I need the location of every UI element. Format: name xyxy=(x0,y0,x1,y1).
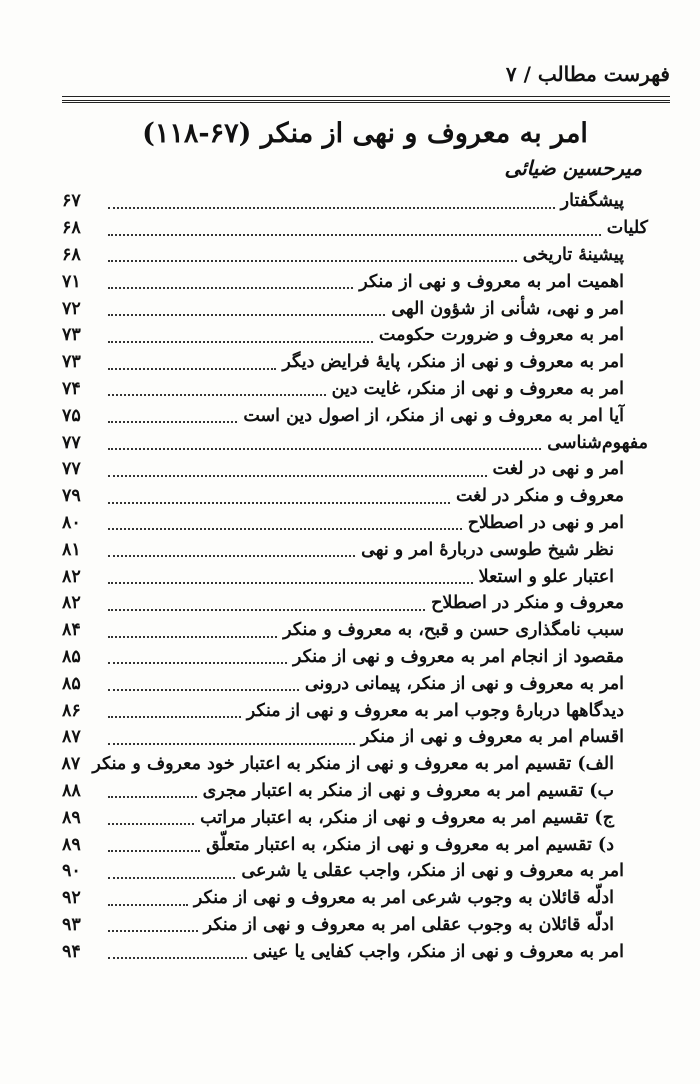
toc-entry-title: پیشینهٔ تاریخی xyxy=(522,244,624,265)
toc-entry xyxy=(62,563,648,590)
toc-entry xyxy=(62,804,648,831)
toc-entry xyxy=(62,188,648,215)
toc-entry xyxy=(62,483,648,510)
toc-entry xyxy=(62,831,648,858)
toc-entry-page: ۶۸ xyxy=(62,218,81,239)
toc-entry xyxy=(62,644,648,671)
chapter-title: امر به معروف و نهی از منکر (۶۷-۱۱۸) xyxy=(142,118,588,149)
toc-entry xyxy=(62,510,648,537)
toc-dot-leader xyxy=(108,661,287,664)
toc-entry-page: ۷۷ xyxy=(62,459,81,480)
toc-dot-leader xyxy=(108,608,425,611)
toc-entry-page: ۷۳ xyxy=(62,352,81,373)
toc-entry xyxy=(62,697,648,724)
toc-dot-leader xyxy=(108,233,601,236)
running-header: فهرست مطالب / ۷ xyxy=(505,62,670,86)
toc-entry xyxy=(62,912,648,939)
toc-dot-leader xyxy=(108,956,247,959)
toc-entry-title: اهمیت امر به معروف و نهی از منکر xyxy=(359,271,624,292)
toc-entry-title: ج) تقسیم امر به معروف و نهی از منکر، به اعتبار مراتب xyxy=(200,807,614,828)
toc-entry-title: معروف و منکر در لغت xyxy=(455,486,624,507)
toc-dot-leader xyxy=(108,286,353,289)
header-rule xyxy=(62,96,670,97)
toc-entry-page: ۷۴ xyxy=(62,378,81,399)
toc-dot-leader xyxy=(108,501,450,504)
toc-entry-title: د) تقسیم امر به معروف و نهی از منکر، به اعتبار متعلّق xyxy=(206,834,614,855)
toc-dot-leader xyxy=(108,742,355,745)
toc-dot-leader xyxy=(108,688,299,691)
toc-entry-title: اقسام امر به معروف و نهی از منکر xyxy=(360,727,624,748)
toc-dot-leader xyxy=(108,393,326,396)
toc-entry xyxy=(62,858,648,885)
toc-entry-page: ۹۲ xyxy=(62,888,81,909)
toc-entry xyxy=(62,215,648,242)
toc-entry-page: ۸۵ xyxy=(62,646,81,667)
toc-dot-leader xyxy=(108,715,241,718)
toc-entry xyxy=(62,778,648,805)
toc-entry-title: امر و نهی، شأنی از شؤون الهی xyxy=(391,298,624,319)
toc-entry-page: ۹۳ xyxy=(62,914,81,935)
toc-entry-page: ۸۰ xyxy=(62,512,81,533)
toc-entry-title: نظر شیخ طوسی دربارهٔ امر و نهی xyxy=(361,539,614,560)
toc-entry-page: ۷۵ xyxy=(62,405,81,426)
toc-entry-page: ۷۷ xyxy=(62,432,81,453)
toc-entry-page: ۸۱ xyxy=(62,539,81,560)
toc-entry-title: امر به معروف و نهی از منکر، واجب عقلی یا شرعی xyxy=(241,861,624,882)
toc-dot-leader xyxy=(108,420,237,423)
toc-entry-page: ۸۷ xyxy=(62,727,81,748)
toc-entry-page: ۸۴ xyxy=(62,620,81,641)
toc-entry-title: مقصود از انجام امر به معروف و نهی از منکر xyxy=(292,646,624,667)
toc-entry-page: ۸۹ xyxy=(62,834,81,855)
toc-dot-leader xyxy=(108,367,276,370)
table-of-contents xyxy=(62,188,648,965)
toc-entry-page: ۹۰ xyxy=(62,861,81,882)
chapter-author: میرحسین ضیائی xyxy=(504,156,642,180)
toc-entry-title: مفهوم‌شناسی xyxy=(547,432,648,453)
toc-entry xyxy=(62,268,648,295)
toc-entry-title: امر به معروف و نهی از منکر، پایهٔ فرایض دیگر xyxy=(282,352,624,373)
toc-dot-leader xyxy=(108,527,462,530)
toc-entry xyxy=(62,322,648,349)
toc-dot-leader xyxy=(108,313,385,316)
toc-entry-title: ادلّه قائلان به وجوب عقلی امر به معروف و نهی از منکر xyxy=(203,914,614,935)
toc-entry-page: ۸۹ xyxy=(62,807,81,828)
toc-entry-title: امر و نهی در اصطلاح xyxy=(467,512,624,533)
toc-entry-title: کلیات xyxy=(606,218,648,239)
toc-entry-page: ۷۲ xyxy=(62,298,81,319)
toc-entry-title: اعتبار علو و استعلا xyxy=(478,566,614,587)
toc-entry xyxy=(62,938,648,965)
toc-entry-title: معروف و منکر در اصطلاح xyxy=(431,593,624,614)
toc-entry xyxy=(62,456,648,483)
toc-entry-title: ب) تقسیم امر به معروف و نهی از منکر به اعتبار مجری xyxy=(202,780,614,801)
toc-entry-page: ۸۸ xyxy=(62,780,81,801)
toc-entry xyxy=(62,402,648,429)
toc-dot-leader xyxy=(108,795,197,798)
header-double-rule xyxy=(62,100,670,103)
toc-dot-leader xyxy=(108,259,517,262)
toc-dot-leader xyxy=(108,340,373,343)
toc-entry xyxy=(62,349,648,376)
toc-dot-leader xyxy=(108,474,487,477)
toc-entry xyxy=(62,617,648,644)
toc-entry-title: امر و نهی در لغت xyxy=(492,459,624,480)
toc-dot-leader xyxy=(108,876,235,879)
toc-entry xyxy=(62,536,648,563)
toc-dot-leader xyxy=(108,206,555,209)
toc-entry-page: ۸۲ xyxy=(62,566,81,587)
toc-entry-title: آیا امر به معروف و نهی از منکر، از اصول دین است xyxy=(243,405,624,426)
toc-entry-page: ۸۷ xyxy=(61,754,81,775)
toc-entry-page: ۷۱ xyxy=(62,271,81,292)
toc-entry-page: ۶۸ xyxy=(62,244,81,265)
toc-entry-title: پیشگفتار xyxy=(560,191,624,212)
toc-dot-leader xyxy=(108,635,277,638)
toc-entry-page: ۹۴ xyxy=(62,941,81,962)
toc-entry-page: ۷۹ xyxy=(62,486,81,507)
toc-dot-leader xyxy=(108,849,200,852)
toc-entry-title: ادلّه قائلان به وجوب شرعی امر به معروف و نهی از منکر xyxy=(193,888,614,909)
toc-entry-title: امر به معروف و ضرورت حکومت xyxy=(378,325,624,346)
toc-entry-title: امر به معروف و نهی از منکر، واجب کفایی یا عینی xyxy=(252,941,624,962)
toc-dot-leader xyxy=(108,903,188,906)
toc-dot-leader xyxy=(108,929,198,932)
toc-entry xyxy=(62,429,648,456)
toc-entry xyxy=(62,885,648,912)
toc-entry xyxy=(62,590,648,617)
toc-entry-title: امر به معروف و نهی از منکر، پیمانی درونی xyxy=(304,673,624,694)
toc-entry-page: ۸۲ xyxy=(62,593,81,614)
toc-entry xyxy=(62,670,648,697)
toc-entry xyxy=(62,376,648,403)
toc-entry xyxy=(62,295,648,322)
toc-entry xyxy=(62,242,648,269)
toc-entry xyxy=(62,751,648,778)
toc-entry-title: الف) تقسیم امر به معروف و نهی از منکر به اعتبار خود معروف و منکر xyxy=(92,754,614,775)
toc-entry-title: دیدگاهها دربارهٔ وجوب امر به معروف و نهی از منکر xyxy=(246,700,624,721)
toc-dot-leader xyxy=(108,447,541,450)
toc-entry-page: ۷۳ xyxy=(62,325,81,346)
toc-dot-leader xyxy=(108,581,473,584)
toc-entry xyxy=(62,724,648,751)
toc-entry-page: ۶۷ xyxy=(62,191,81,212)
toc-entry-page: ۸۵ xyxy=(62,673,81,694)
page-header xyxy=(62,56,670,92)
toc-entry-title: امر به معروف و نهی از منکر، غایت دین xyxy=(331,378,624,399)
toc-entry-page: ۸۶ xyxy=(62,700,81,721)
toc-entry-title: سبب نامگذاری حسن و قبح، به معروف و منکر xyxy=(283,620,624,641)
toc-dot-leader xyxy=(108,822,194,825)
toc-dot-leader xyxy=(108,554,355,557)
